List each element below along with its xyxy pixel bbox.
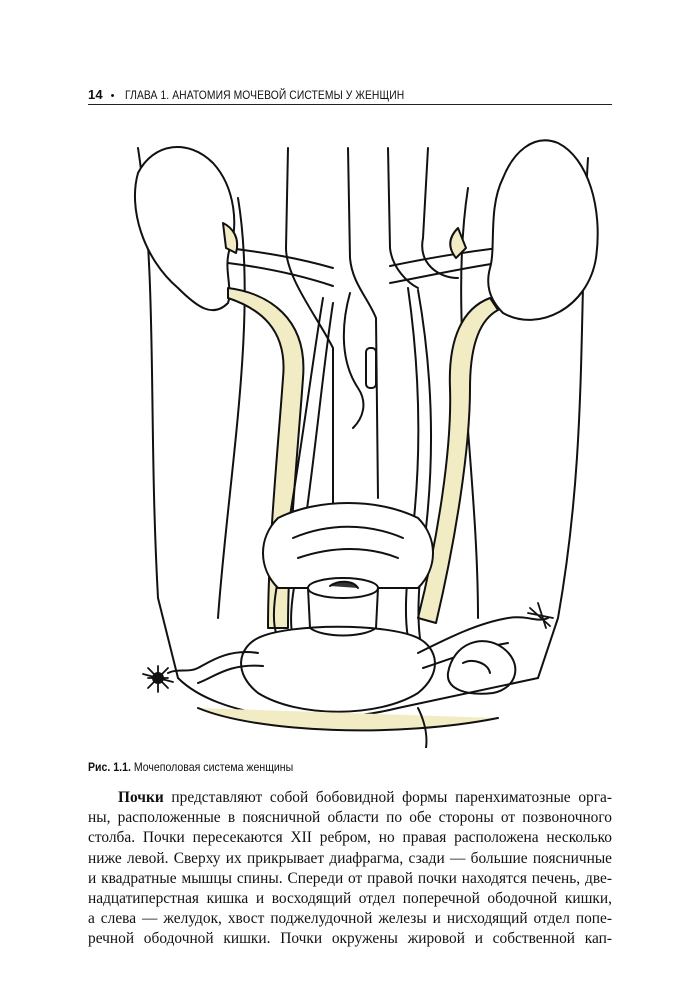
figure-caption: [88, 760, 293, 774]
vena-cava: [388, 148, 418, 288]
paragraph-line: ниже левой. Сверху их прикрывает диафрагма, сзади — большие поясничные: [88, 849, 612, 867]
lead-term: Почки: [118, 789, 164, 806]
urogenital-system-illustration: [118, 118, 608, 748]
paragraph-line: речной ободочной кишки. Почки окружены жировой и собственной кап-: [88, 930, 612, 948]
paragraph-line: столба. Почки пересекаются XII ребром, но правая расположена несколько: [88, 829, 612, 847]
paragraph-line: и квадратные мышцы спины. Спереди от правой почки находятся печень, две-: [88, 869, 612, 887]
paragraph-line: надцатиперстная кишка и восходящий отдел поперечной ободочной кишки,: [88, 889, 612, 907]
body-paragraph: [88, 788, 612, 950]
anatomy-figure: [118, 118, 608, 748]
caption-label: Рис. 1.1.: [88, 760, 131, 774]
left-fimbriae: [143, 666, 173, 692]
paragraph-line: ны, расположенные в поясничной области по обе стороны от позвоночного: [88, 809, 612, 827]
caption-text: Мочеполовая система женщины: [133, 760, 294, 774]
header-bullet: •: [110, 90, 115, 102]
right-fimbriae: [528, 603, 553, 628]
right-kidney: [488, 140, 597, 320]
pelvic-cavity: [263, 503, 433, 588]
paragraph-line-1: Почки представляют собой бобовидной формы паренхиматозные орга-: [118, 789, 612, 806]
chapter-title: ГЛАВА 1. АНАТОМИЯ МОЧЕВОЙ СИСТЕМЫ У ЖЕНЩИН: [124, 88, 404, 102]
running-header: [88, 84, 612, 105]
uterus: [241, 627, 435, 712]
page-number: 14: [88, 87, 103, 102]
paragraph-line: а слева — желудок, хвост поджелудочной железы и нисходящий отдел попе-: [88, 910, 612, 928]
